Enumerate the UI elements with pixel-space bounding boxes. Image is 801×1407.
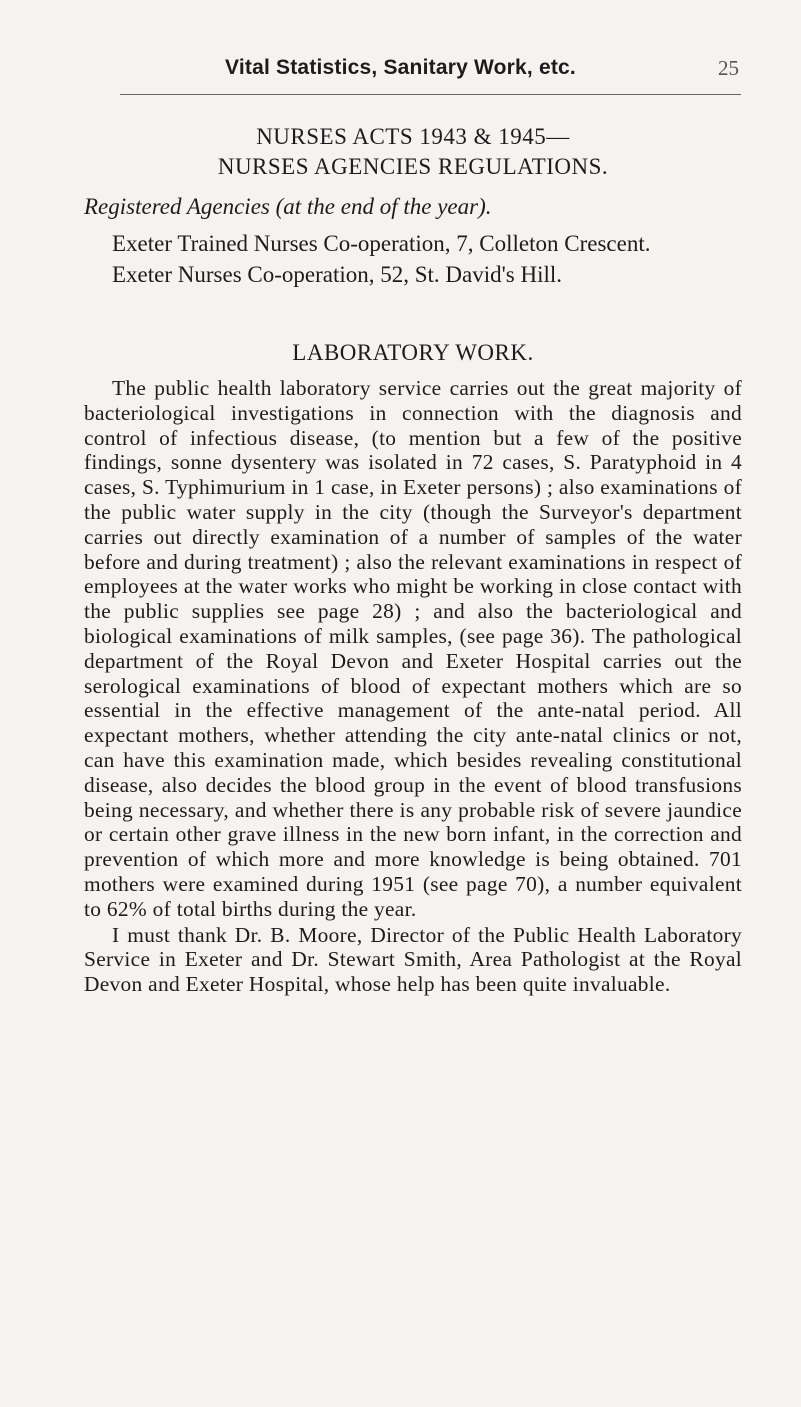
agency-list [84, 228, 742, 290]
page-content [84, 122, 742, 997]
laboratory-heading: LABORATORY WORK. [292, 340, 534, 365]
page-number: 25 [718, 56, 739, 80]
agency-item: Exeter Trained Nurses Co-operation, 7, Colleton Crescent. [112, 231, 651, 256]
agency-item: Exeter Nurses Co-operation, 52, St. David's Hill. [112, 262, 563, 287]
nurses-heading-line1: NURSES ACTS 1943 & 1945— [256, 124, 570, 149]
registered-agencies-subheading: Registered Agencies (at the end of the year). [84, 194, 492, 219]
nurses-section [84, 122, 742, 290]
laboratory-paragraph: The public health laboratory service carries out the great majority of bacteriological investigations in connection with the diagnosis and control of infectious disease, (to mention but a few of the positive findings, sonne dysentery was isolated in 72 cases, S. Paratyphoid in 4 cases, S. Typhimurium in 1 case, in Exeter persons) ; also examinations of the public water supply in the city (though the Surveyor's department carries out directly examination of a number of samples of the water before and during treatment) ; also the relevant examinations in respect of employees at the water works who might be working in close contact with the public supplies see page 28) ; and also the bacteriological and biological examinations of milk samples, (see page 36). The pathological department of the Royal Devon and Exeter Hospital carries out the serological examinations of blood of expectant mothers which are so essential in the effective management of the ante-natal period. All expectant mothers, whether attending the city ante-natal clinics or not, can have this examination made, which besides revealing constitutional disease, also decides the blood group in the event of blood transfusions being necessary, and whether there is any probable risk of severe jaundice or certain other grave illness in the new born infant, in the correction and prevention of which more and more knowledge is being obtained. 701 mothers were examined during 1951 (see page 70), a number equivalent to 62% of total births during the year. [84, 376, 742, 921]
nurses-heading-line2: NURSES AGENCIES REGULATIONS. [217, 154, 609, 179]
acknowledgement-paragraph: I must thank Dr. B. Moore, Director of the Public Health Laboratory Service in Exeter and Dr. Stewart Smith, Area Pathologist at the Royal Devon and Exeter Hospital, whose help has been quite invaluable. [84, 922, 742, 997]
running-title: Vital Statistics, Sanitary Work, etc. [225, 56, 576, 79]
running-head [60, 56, 741, 86]
laboratory-section [84, 338, 742, 997]
header-rule [120, 94, 741, 95]
